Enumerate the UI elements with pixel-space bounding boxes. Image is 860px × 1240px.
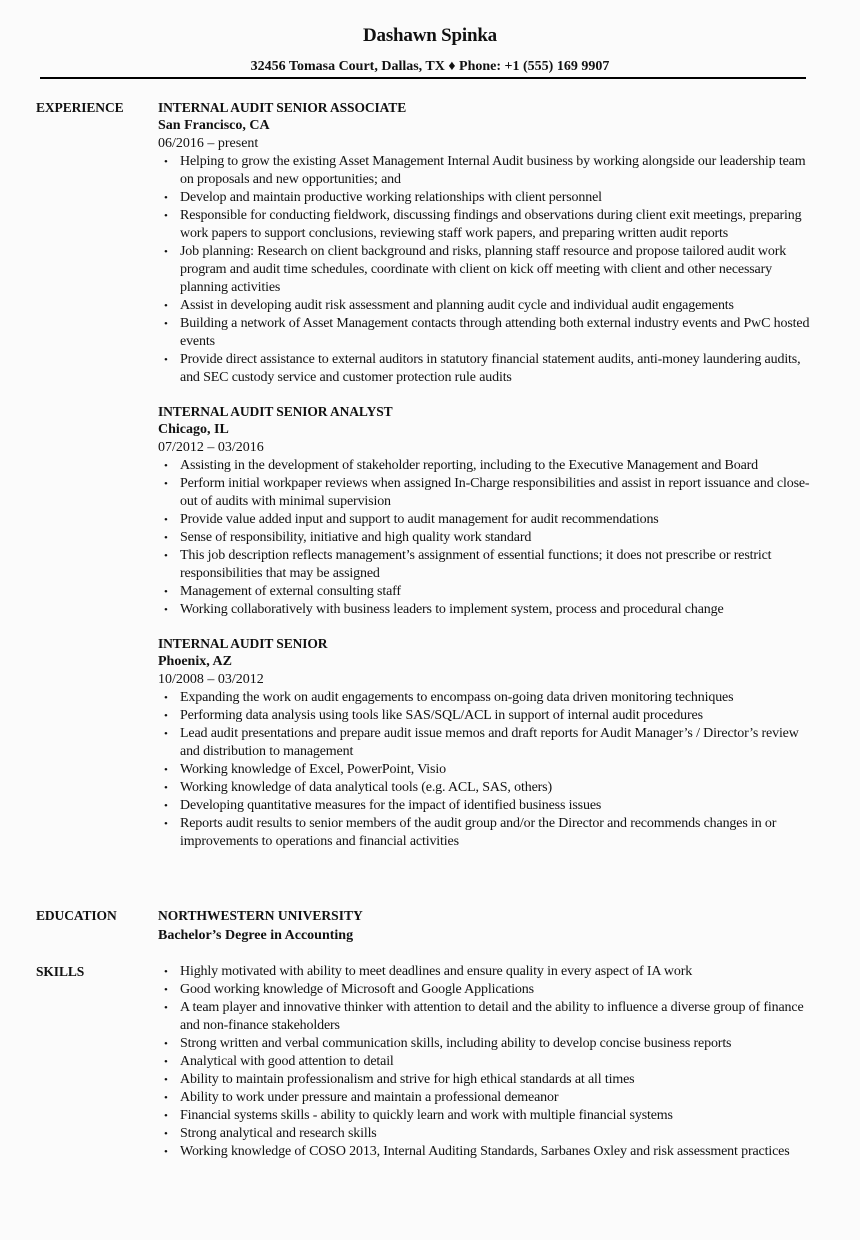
bullet-text: Perform initial workpaper reviews when assigned In-Charge responsibilities and assist in report issuance and close-out of audits with minimal supervision (180, 476, 810, 509)
bullet-icon: • (164, 586, 168, 598)
bullet-text: Highly motivated with ability to meet deadlines and ensure quality in every aspect of IA work (180, 964, 693, 979)
header-divider (40, 77, 806, 79)
school-name: NORTHWESTERN UNIVERSITY (158, 908, 363, 923)
bullet-icon: • (164, 984, 168, 996)
job-bullets (158, 153, 818, 387)
bullet-icon: • (164, 764, 168, 776)
bullet-text: Strong written and verbal communication skills, including ability to develop concise business reports (180, 1036, 732, 1051)
job-entry (158, 403, 818, 619)
bullet-icon: • (164, 478, 168, 490)
bullet-icon: • (164, 514, 168, 526)
experience-list (158, 99, 818, 867)
bullet-icon: • (164, 1074, 168, 1086)
bullet-item (158, 351, 818, 387)
bullet-icon: • (164, 1128, 168, 1140)
bullet-item (158, 457, 818, 475)
bullet-item (158, 1089, 818, 1107)
bullet-icon: • (164, 1092, 168, 1104)
bullet-text: This job description reflects management’s assignment of essential functions; it does not prescribe or restrict responsibilities that may be assigned (180, 548, 772, 581)
candidate-name: Dashawn Spinka (363, 25, 497, 46)
job-dates: 06/2016 – present (158, 136, 259, 151)
bullet-text: A team player and innovative thinker with attention to detail and the ability to influence a diverse group of finance and non-finance stakeholders (180, 1000, 804, 1033)
bullet-icon: • (164, 246, 168, 258)
bullet-text: Provide value added input and support to audit management for audit recommendations (180, 512, 659, 527)
bullet-item (158, 815, 818, 851)
job-title: INTERNAL AUDIT SENIOR ANALYST (158, 404, 393, 419)
bullet-icon: • (164, 1146, 168, 1158)
bullet-icon: • (164, 1002, 168, 1014)
bullet-icon: • (164, 710, 168, 722)
bullet-text: Analytical with good attention to detail (180, 1054, 394, 1069)
job-location: Phoenix, AZ (158, 654, 232, 669)
bullet-item (158, 297, 818, 315)
bullet-icon: • (164, 318, 168, 330)
job-entry (158, 635, 818, 851)
bullet-item (158, 475, 818, 511)
bullet-text: Assisting in the development of stakeholder reporting, including to the Executive Management and Board (180, 458, 758, 473)
bullet-icon: • (164, 550, 168, 562)
bullet-text: Working knowledge of data analytical tools (e.g. ACL, SAS, others) (180, 780, 552, 795)
bullet-text: Working knowledge of Excel, PowerPoint, Visio (180, 762, 446, 777)
bullet-icon: • (164, 300, 168, 312)
bullet-text: Performing data analysis using tools like SAS/SQL/ACL in support of internal audit procedures (180, 708, 703, 723)
skills-list (158, 963, 818, 1161)
education-entry (158, 907, 818, 945)
bullet-text: Strong analytical and research skills (180, 1126, 377, 1141)
bullet-text: Ability to maintain professionalism and strive for high ethical standards at all times (180, 1072, 635, 1087)
bullet-item (158, 779, 818, 797)
job-dates: 07/2012 – 03/2016 (158, 440, 264, 455)
job-bullets (158, 689, 818, 851)
bullet-icon: • (164, 782, 168, 794)
bullet-text: Develop and maintain productive working relationships with client personnel (180, 190, 602, 205)
bullet-item (158, 1035, 818, 1053)
contact-line: 32456 Tomasa Court, Dallas, TX ♦ Phone: +1 (555) 169 9907 (250, 59, 610, 74)
bullet-text: Working knowledge of COSO 2013, Internal Auditing Standards, Sarbanes Oxley and risk assessment practices (180, 1144, 790, 1159)
bullet-item (158, 689, 818, 707)
job-dates: 10/2008 – 03/2012 (158, 672, 264, 687)
bullet-icon: • (164, 210, 168, 222)
bullet-item (158, 189, 818, 207)
job-location: Chicago, IL (158, 422, 229, 437)
bullet-text: Ability to work under pressure and maintain a professional demeanor (180, 1090, 559, 1105)
bullet-item (158, 1071, 818, 1089)
bullet-icon: • (164, 818, 168, 830)
job-entry (158, 99, 818, 387)
bullet-text: Sense of responsibility, initiative and high quality work standard (180, 530, 532, 545)
section-label-experience: EXPERIENCE (36, 100, 124, 115)
bullet-item (158, 1107, 818, 1125)
bullet-item (158, 707, 818, 725)
bullet-icon: • (164, 1056, 168, 1068)
bullet-text: Responsible for conducting fieldwork, discussing findings and observations during client exit meetings, preparing work papers to support conclusions, reviewing staff work papers, and preparing written audit reports (180, 208, 802, 241)
bullet-text: Good working knowledge of Microsoft and Google Applications (180, 982, 534, 997)
degree-name: Bachelor’s Degree in Accounting (158, 928, 354, 943)
bullet-text: Developing quantitative measures for the impact of identified business issues (180, 798, 602, 813)
bullet-item (158, 999, 818, 1035)
bullet-text: Job planning: Research on client background and risks, planning staff resource and propose tailored audit work program and audit time schedules, coordinate with client on kick off meeting with client and other necessary planning activities (180, 244, 787, 295)
bullet-icon: • (164, 604, 168, 616)
skills-bullets (158, 963, 818, 1161)
bullet-item (158, 601, 818, 619)
bullet-item (158, 981, 818, 999)
bullet-icon: • (164, 156, 168, 168)
bullet-item (158, 547, 818, 583)
bullet-item (158, 797, 818, 815)
bullet-icon: • (164, 966, 168, 978)
bullet-icon: • (164, 354, 168, 366)
bullet-item (158, 315, 818, 351)
bullet-item (158, 1143, 818, 1161)
bullet-item (158, 1125, 818, 1143)
bullet-text: Provide direct assistance to external auditors in statutory financial statement audits, anti-money laundering audits, and SEC custody service and customer protection rule audits (180, 352, 801, 385)
bullet-text: Reports audit results to senior members of the audit group and/or the Director and recommends changes in or improvements to operations and financial activities (180, 816, 777, 849)
bullet-item (158, 725, 818, 761)
bullet-icon: • (164, 532, 168, 544)
bullet-icon: • (164, 460, 168, 472)
bullet-item (158, 583, 818, 601)
bullet-text: Building a network of Asset Management contacts through attending both external industry events and PwC hosted events (180, 316, 810, 349)
section-label-skills: SKILLS (36, 964, 85, 979)
bullet-item (158, 761, 818, 779)
bullet-item (158, 153, 818, 189)
bullet-text: Working collaboratively with business leaders to implement system, process and procedural change (180, 602, 724, 617)
bullet-icon: • (164, 800, 168, 812)
bullet-icon: • (164, 192, 168, 204)
bullet-item (158, 963, 818, 981)
bullet-item (158, 243, 818, 297)
bullet-text: Expanding the work on audit engagements to encompass on-going data driven monitoring techniques (180, 690, 734, 705)
bullet-icon: • (164, 1038, 168, 1050)
bullet-icon: • (164, 728, 168, 740)
section-label-education: EDUCATION (36, 908, 117, 923)
job-title: INTERNAL AUDIT SENIOR ASSOCIATE (158, 100, 407, 115)
bullet-item (158, 529, 818, 547)
bullet-item (158, 207, 818, 243)
bullet-icon: • (164, 1110, 168, 1122)
bullet-text: Helping to grow the existing Asset Management Internal Audit business by working alongside our leadership team on proposals and new opportunities; and (180, 154, 806, 187)
job-title: INTERNAL AUDIT SENIOR (158, 636, 328, 651)
bullet-text: Management of external consulting staff (180, 584, 401, 599)
bullet-text: Assist in developing audit risk assessment and planning audit cycle and individual audit engagements (180, 298, 734, 313)
bullet-text: Financial systems skills - ability to quickly learn and work with multiple financial systems (180, 1108, 673, 1123)
job-bullets (158, 457, 818, 619)
bullet-item (158, 511, 818, 529)
job-location: San Francisco, CA (158, 118, 270, 133)
bullet-item (158, 1053, 818, 1071)
bullet-icon: • (164, 692, 168, 704)
resume-header (0, 24, 860, 76)
bullet-text: Lead audit presentations and prepare audit issue memos and draft reports for Audit Manager’s / Director’s review and distribution to management (180, 726, 799, 759)
